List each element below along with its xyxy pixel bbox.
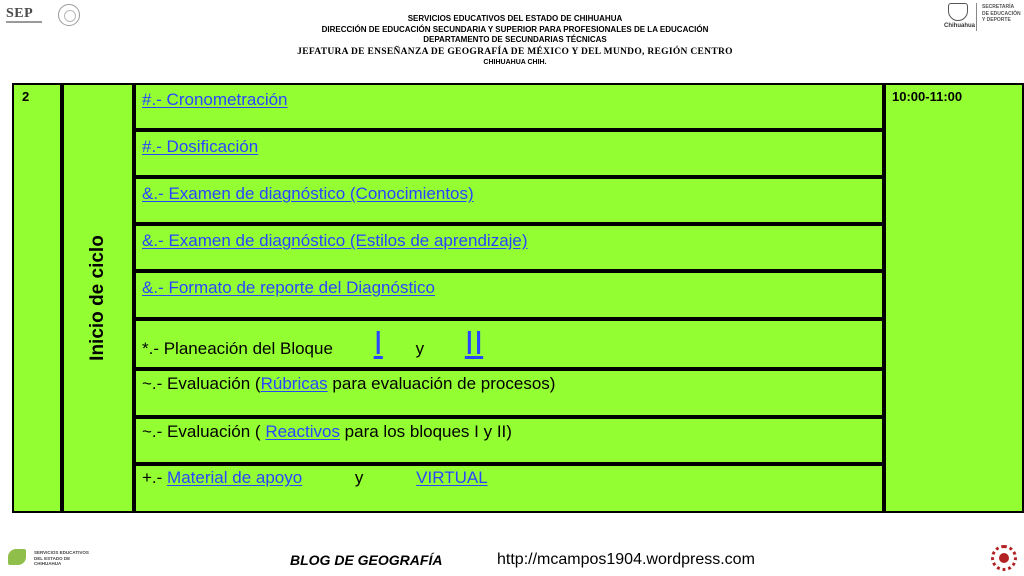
session-number-cell	[12, 83, 62, 513]
session-number: 2	[22, 89, 30, 104]
reactivos-link[interactable]: Reactivos	[265, 422, 340, 441]
header-text	[200, 14, 830, 68]
chihuahua-logo-text: Chihuahua	[944, 23, 975, 29]
blog-title: BLOG DE GEOGRAFÍA	[290, 552, 443, 568]
planeacion-label: *.- Planeación del Bloque	[142, 339, 333, 358]
sep-logo-underline	[6, 21, 42, 23]
logo-divider	[976, 3, 977, 31]
material-prefix: +.-	[142, 468, 168, 487]
stage-label: Inicio de ciclo	[87, 235, 108, 361]
activity-row	[134, 319, 884, 369]
examen-conocimientos-link[interactable]: &.- Examen de diagnóstico (Conocimientos)	[142, 184, 474, 203]
rubricas-link[interactable]: Rúbricas	[260, 374, 328, 393]
evaluacion-reactivos-suffix: para los bloques I y II)	[339, 422, 512, 441]
time-slot: 10:00-11:00	[892, 89, 963, 104]
bloque-i-link[interactable]: I	[373, 324, 383, 361]
bloque-ii-link[interactable]: II	[464, 324, 484, 361]
sep-logo	[6, 4, 80, 28]
header-line-5: CHIHUAHUA CHIH.	[483, 58, 547, 66]
evaluacion-reactivos-prefix: ~.- Evaluación (	[142, 422, 266, 441]
seech-logo	[6, 545, 89, 573]
material-connector: y	[354, 468, 364, 487]
evaluacion-rubricas-suffix: para evaluación de procesos)	[327, 374, 556, 393]
header-line-3: DEPARTAMENTO DE SECUNDARIAS TÉCNICAS	[423, 35, 607, 44]
examen-estilos-link[interactable]: &.- Examen de diagnóstico (Estilos de aprendizaje)	[142, 231, 528, 250]
activity-row	[134, 369, 884, 417]
virtual-link[interactable]: VIRTUAL	[416, 468, 488, 487]
activity-row	[134, 130, 884, 177]
material-de-apoyo-link[interactable]: Material de apoyo	[167, 468, 303, 487]
secretaria-logo-text: SECRETARÍA DE EDUCACIÓN Y DEPORTE	[982, 4, 1021, 23]
stage-cell	[62, 83, 134, 513]
activity-row	[134, 83, 884, 130]
formato-reporte-link[interactable]: &.- Formato de reporte del Diagnóstico	[142, 278, 435, 297]
sep-logo-text: SEP	[6, 6, 34, 21]
leaf-icon	[8, 549, 26, 565]
chihuahua-logo	[944, 3, 1020, 31]
activity-row	[134, 224, 884, 271]
dosificacion-link[interactable]: #.- Dosificación	[142, 137, 259, 156]
header-line-2: DIRECCIÓN DE EDUCACIÓN SECUNDARIA Y SUPERIOR PARA PROFESIONALES DE LA EDUCACIÓN	[321, 24, 709, 34]
evaluacion-rubricas-prefix: ~.- Evaluación (	[142, 374, 261, 393]
cronometracion-link[interactable]: #.- Cronometración	[142, 90, 288, 109]
header-line-1: SERVICIOS EDUCATIVOS DEL ESTADO DE CHIHUAHUA	[407, 14, 623, 23]
planeacion-connector: y	[415, 339, 425, 358]
national-seal-icon	[58, 4, 80, 26]
activity-row	[134, 271, 884, 319]
activity-row	[134, 417, 884, 464]
time-cell	[884, 83, 1024, 513]
blog-url-link[interactable]: http://mcampos1904.wordpress.com	[497, 551, 755, 568]
activity-row	[134, 464, 884, 513]
gear-emblem-icon	[991, 545, 1017, 571]
shield-icon	[948, 3, 968, 21]
header-line-4: JEFATURA DE ENSEÑANZA DE GEOGRAFÍA DE MÉXICO Y DEL MUNDO, REGIÓN CENTRO	[297, 46, 733, 57]
seech-logo-text: SERVICIOS EDUCATIVOS DEL ESTADO DE CHIHUAHUA	[34, 550, 89, 566]
schedule-table	[12, 83, 1024, 513]
activity-row	[134, 177, 884, 224]
